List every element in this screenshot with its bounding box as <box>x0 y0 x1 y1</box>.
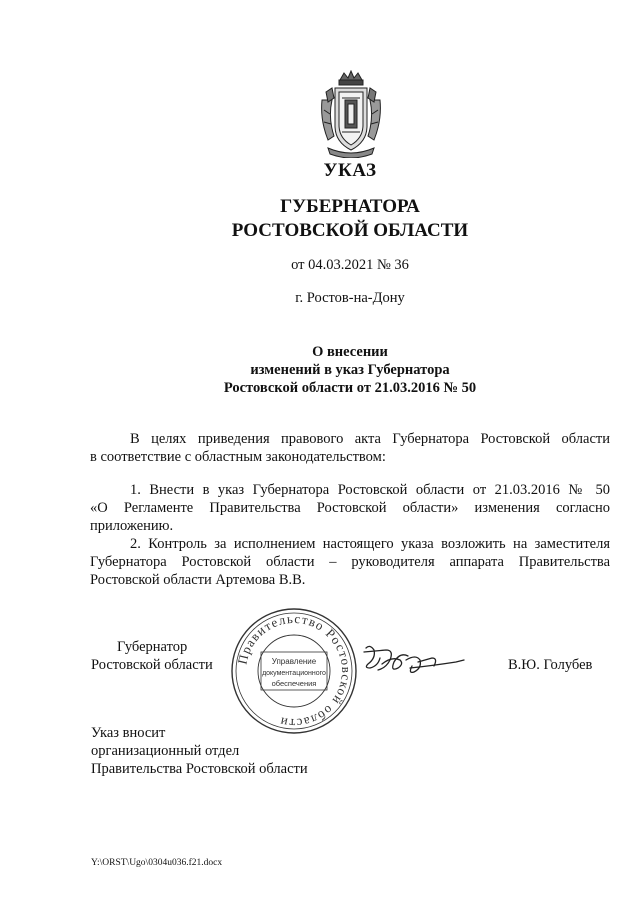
preamble-line1: В целях приведения правового акта Губернатора Ростовской области <box>130 431 610 447</box>
submitted-by-line2: организационный отдел <box>91 743 240 759</box>
document-date-number: от 04.03.2021 № 36 <box>291 257 409 273</box>
stamp-ring-text: Правительство Ростовской области <box>234 610 355 732</box>
file-path-footer: Y:\ORST\Ugo\0304u036.f21.docx <box>91 858 223 868</box>
signer-title-line2: Ростовской области <box>91 657 213 673</box>
preamble-line2: в соответствие с областным законодательством: <box>90 449 386 465</box>
item1-line1: 1. Внести в указ Губернатора Ростовской области от 21.03.2016 № 50 <box>130 482 610 498</box>
stamp-inner-line3: обеспечения <box>271 679 317 688</box>
item2-line2: Губернатора Ростовской области – руководителя аппарата Правительства <box>90 554 610 570</box>
item1-line2: «О Регламенте Правительства Ростовской области» изменения согласно <box>90 500 610 516</box>
signer-name: В.Ю. Голубев <box>508 657 593 673</box>
document-type-title: УКАЗ <box>323 160 377 181</box>
document-city: г. Ростов-на-Дону <box>295 290 405 306</box>
subject-line2: изменений в указ Губернатора <box>250 362 450 378</box>
coat-of-arms-emblem <box>318 70 384 158</box>
official-stamp <box>229 606 359 736</box>
signer-title-line1: Губернатор <box>117 639 188 655</box>
submitted-by-line3: Правительства Ростовской области <box>91 761 308 777</box>
item2-line1: 2. Контроль за исполнением настоящего указа возложить на заместителя <box>130 536 610 552</box>
subject-line3: Ростовской области от 21.03.2016 № 50 <box>223 380 477 396</box>
issuer-title-line2: РОСТОВСКОЙ ОБЛАСТИ <box>231 220 469 241</box>
stamp-inner-line2: документационного <box>262 670 326 677</box>
subject-line1: О внесении <box>312 344 388 360</box>
item1-line3: приложению. <box>90 518 174 534</box>
handwritten-signature <box>360 638 470 684</box>
issuer-title-line1: ГУБЕРНАТОРА <box>280 196 420 217</box>
submitted-by-line1: Указ вносит <box>91 725 166 741</box>
item2-line3: Ростовской области Артемова В.В. <box>90 572 306 588</box>
stamp-inner-line1: Управление <box>271 657 317 666</box>
